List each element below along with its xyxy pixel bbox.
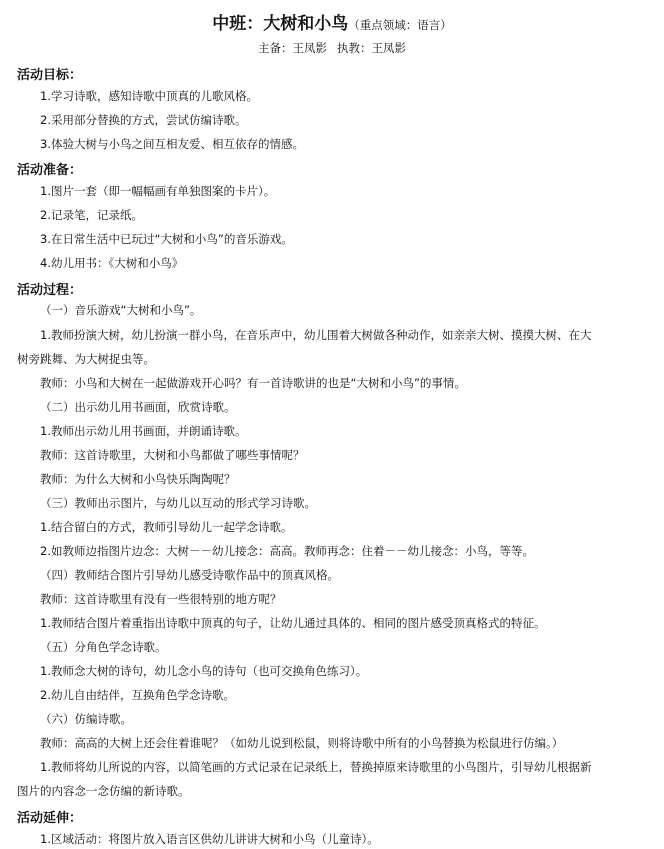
goal-item: 3.体验大树与小鸟之间互相友爱、相互依存的情感。 — [40, 137, 304, 151]
prep-item: 3.在日常生活中已玩过“大树和小鸟”的音乐游戏。 — [40, 232, 293, 246]
process-line: 1.教师扮演大树，幼儿扮演一群小鸟，在音乐声中，幼儿围着大树做各种动作，如亲亲大树、摸摸大树、在大 — [40, 328, 592, 342]
process-line: 1.结合留白的方式，教师引导幼儿一起学念诗歌。 — [40, 520, 293, 534]
author: 主备：王凤影 — [258, 41, 327, 55]
teacher: 执教：王凤影 — [337, 41, 406, 55]
prep-heading: 活动准备： — [17, 163, 83, 178]
process-line: （六）仿编诗歌。 — [40, 712, 132, 726]
process-line: 1.教师结合图片着重指出诗歌中顶真的句子，让幼儿通过具体的、相同的图片感受顶真格式的特征。 — [40, 616, 546, 630]
title-main: 中班：大树和小鸟 — [212, 14, 349, 34]
process-line: 教师：高高的大树上还会住着谁呢？（如幼儿说到松鼠，则将诗歌中所有的小鸟替换为松鼠进行仿编。） — [40, 736, 564, 750]
process-heading: 活动过程： — [17, 283, 83, 298]
goal-item: 2.采用部分替换的方式，尝试仿编诗歌。 — [40, 113, 247, 127]
process-line: （四）教师结合图片引导幼儿感受诗歌作品中的顶真风格。 — [40, 568, 339, 582]
title-subject-area: （重点领域：语言） — [348, 18, 452, 32]
author-line — [0, 40, 664, 56]
goals-heading: 活动目标： — [17, 68, 83, 83]
process-line: 图片的内容念一念仿编的新诗歌。 — [17, 784, 190, 798]
process-line: （三）教师出示图片，与幼儿以互动的形式学习诗歌。 — [40, 496, 316, 510]
document-title — [0, 9, 664, 34]
process-line: 1.教师出示幼儿用书画面，并朗诵诗歌。 — [40, 424, 247, 438]
extension-heading: 活动延伸： — [17, 811, 83, 826]
prep-item: 2.记录笔，记录纸。 — [40, 208, 143, 222]
prep-item: 4.幼儿用书：《大树和小鸟》 — [40, 256, 184, 270]
process-line: （二）出示幼儿用书画面，欣赏诗歌。 — [40, 400, 236, 414]
extension-item: 1.区域活动：将图片放入语言区供幼儿讲讲大树和小鸟（儿童诗）。 — [40, 832, 379, 846]
process-line: （一）音乐游戏“大树和小鸟”。 — [40, 303, 202, 317]
process-line: 树旁跳舞、为大树捉虫等。 — [17, 352, 155, 366]
process-line: 1.教师念大树的诗句，幼儿念小鸟的诗句（也可交换角色练习）。 — [40, 664, 368, 678]
process-line: 教师：为什么大树和小鸟快乐陶陶呢？ — [40, 472, 236, 486]
process-line: 2.如教师边指图片边念：大树－－幼儿接念：高高。教师再念：住着－－幼儿接念：小鸟，等等。 — [40, 544, 534, 558]
process-line: 1.教师将幼儿所说的内容，以简笔画的方式记录在记录纸上，替换掉原来诗歌里的小鸟图片，引导幼儿根据新 — [40, 760, 592, 774]
process-line: 2.幼儿自由结伴，互换角色学念诗歌。 — [40, 688, 235, 702]
process-line: 教师：这首诗歌里有没有一些很特别的地方呢？ — [40, 592, 282, 606]
process-line: （五）分角色学念诗歌。 — [40, 640, 167, 654]
process-line: 教师：小鸟和大树在一起做游戏开心吗？有一首诗歌讲的也是“大树和小鸟”的事情。 — [40, 376, 466, 390]
goal-item: 1.学习诗歌，感知诗歌中顶真的儿歌风格。 — [40, 89, 258, 103]
process-line: 教师：这首诗歌里，大树和小鸟都做了哪些事情呢？ — [40, 448, 305, 462]
prep-item: 1.图片一套（即一幅幅画有单独图案的卡片）。 — [40, 184, 276, 198]
